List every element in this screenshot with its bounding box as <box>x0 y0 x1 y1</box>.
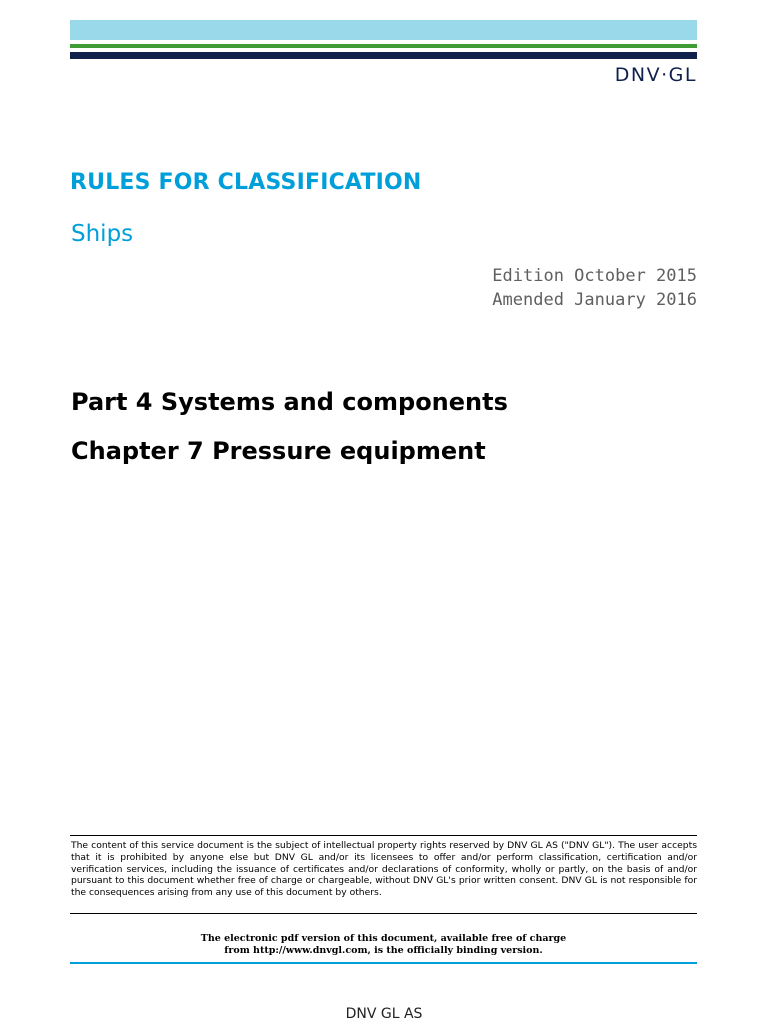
footer-cyan-rule <box>70 962 697 964</box>
electronic-note-line-1: The electronic pdf version of this document, available free of charge <box>200 933 567 944</box>
dnvgl-logo: DNV·GL <box>614 64 697 86</box>
disclaimer-top-rule <box>70 835 697 836</box>
electronic-version-note <box>70 933 697 957</box>
part-title: Part 4 Systems and components <box>71 388 508 416</box>
series-subtitle: Ships <box>71 221 134 247</box>
header-stripe-green <box>70 44 697 48</box>
amended-date: Amended January 2016 <box>492 290 697 310</box>
header-stripe-light <box>70 20 697 40</box>
chapter-title: Chapter 7 Pressure equipment <box>71 437 486 465</box>
copyright-disclaimer: The content of this service document is the subject of intellectual property rights reserved by DNV GL AS ("DNV GL"). The user accepts that it is prohibited by anyone else but DNV GL and/or its licensees to offer and/or perform classification, certification and/or verification services, including the issuance of certificates and/or declarations of conformity, wholly or partly, on the basis of and/or pursuant to this document whether free of charge or chargeable, without DNV GL's prior written consent. DNV GL is not responsible for the consequences arising from any use of this document by others. <box>71 840 697 899</box>
header-stripe-navy <box>70 52 697 59</box>
disclaimer-bottom-rule <box>70 913 697 914</box>
edition-date: Edition October 2015 <box>492 266 697 286</box>
footer-company: DNV GL AS <box>345 1006 423 1022</box>
electronic-note-line-2: from http://www.dnvgl.com, is the officially binding version. <box>224 945 543 956</box>
series-title: RULES FOR CLASSIFICATION <box>70 170 422 195</box>
